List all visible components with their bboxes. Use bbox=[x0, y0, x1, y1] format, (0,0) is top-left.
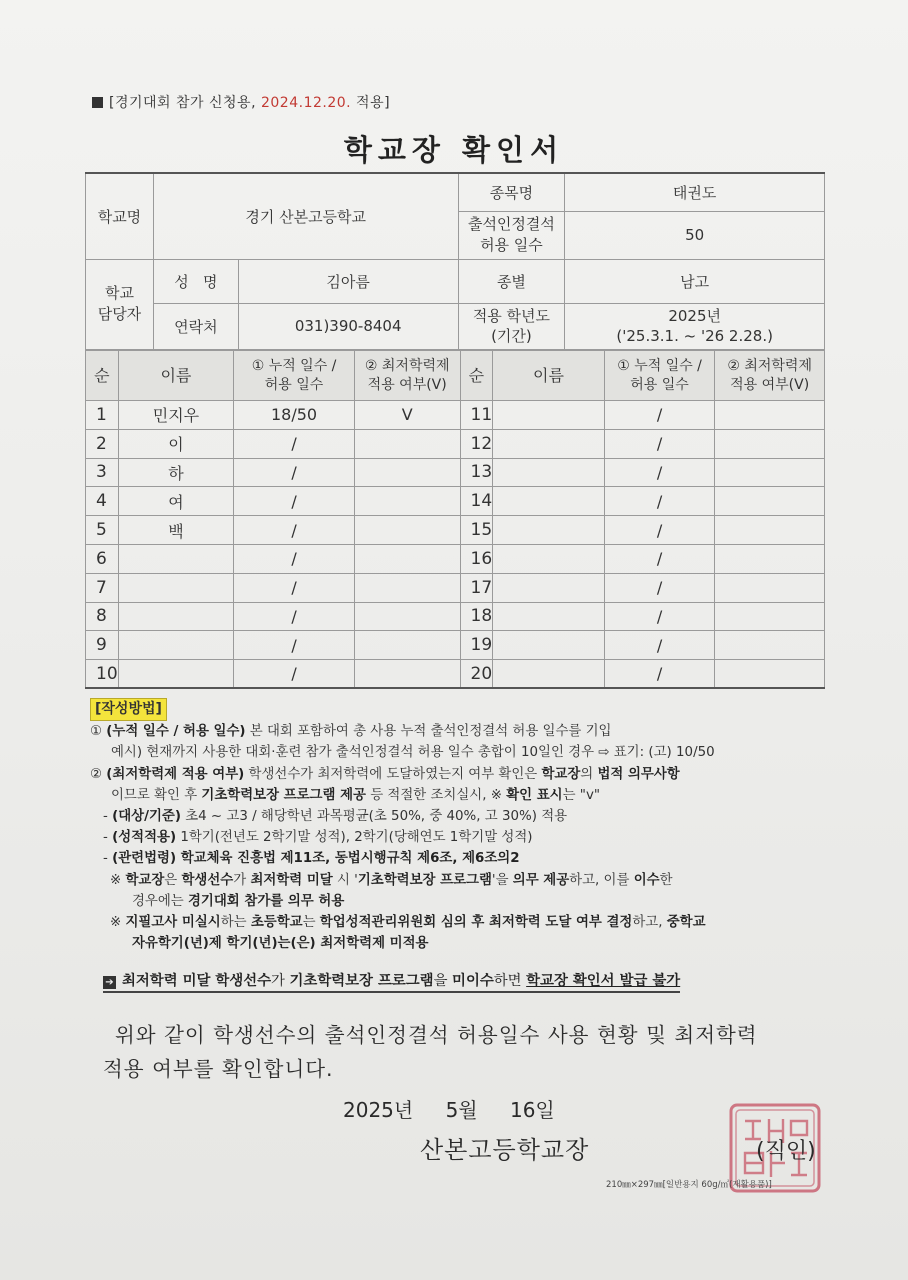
allowed-days-label: 출석인정결석 허용 일수 bbox=[458, 211, 565, 259]
issue-date: 2025년 5월 16일 bbox=[343, 1098, 555, 1122]
contact-value: 031)390-8404 bbox=[238, 303, 458, 349]
applied-cell bbox=[715, 544, 825, 573]
days-header: ① 누적 일수 / 허용 일수 bbox=[234, 351, 355, 401]
seq-header: 순 bbox=[86, 351, 119, 401]
application-note bbox=[92, 92, 390, 112]
school-info-table bbox=[85, 172, 825, 350]
note-prefix: [경기대회 참가 신청용, bbox=[109, 95, 261, 111]
square-bullet-icon bbox=[92, 97, 103, 108]
days-cell: / bbox=[604, 516, 715, 545]
applied-cell bbox=[354, 573, 460, 602]
applied-cell bbox=[715, 458, 825, 487]
seq-cell: 4 bbox=[86, 487, 119, 516]
paper-spec: 210㎜×297㎜[일반용지 60g/㎡(재활용품)] bbox=[606, 1180, 772, 1190]
criteria-line: - (대상/기준) 초4 ~ 고3 / 해당학년 과목평균(초 50%, 중 40%, 고 30%) 적용 bbox=[103, 809, 568, 825]
seq-cell: 20 bbox=[460, 660, 493, 689]
name-cell: 민지우 bbox=[118, 401, 234, 430]
seq-cell: 18 bbox=[460, 602, 493, 631]
table-row bbox=[86, 487, 825, 516]
name-cell bbox=[118, 660, 234, 689]
note-suffix: 적용] bbox=[351, 95, 391, 111]
manager-name: 김아름 bbox=[238, 259, 458, 303]
table-row bbox=[86, 401, 825, 430]
gender-label: 종별 bbox=[458, 259, 565, 303]
name-cell bbox=[493, 544, 605, 573]
days-cell: / bbox=[604, 660, 715, 689]
days-cell: / bbox=[234, 573, 355, 602]
document-title: 학교장 확인서 bbox=[343, 133, 565, 167]
name-cell: 하 bbox=[118, 458, 234, 487]
event-name: 태권도 bbox=[565, 173, 825, 211]
days-cell: / bbox=[604, 429, 715, 458]
roster-header-row bbox=[86, 351, 825, 401]
seq-cell: 17 bbox=[460, 573, 493, 602]
applied-cell bbox=[354, 429, 460, 458]
seq-cell: 1 bbox=[86, 401, 119, 430]
instruction-item-2: ② (최저학력제 적용 여부) 학생선수가 최저학력에 도달하였는지 여부 확인은 학교장의 법적 의무사항 bbox=[90, 766, 680, 782]
note-line-2-cont: 자유학기(년)제 학기(년)는(은) 최저학력제 미적용 bbox=[132, 936, 429, 952]
note-line-1: ※ 학교장은 학생선수가 최저학력 미달 시 '기초학력보장 프로그램'을 의무 제공하고, 이를 이수한 bbox=[110, 872, 673, 888]
seq-cell: 6 bbox=[86, 544, 119, 573]
name-cell bbox=[118, 573, 234, 602]
applied-cell bbox=[354, 660, 460, 689]
days-header: ① 누적 일수 / 허용 일수 bbox=[604, 351, 715, 401]
days-cell: / bbox=[604, 573, 715, 602]
note-date: 2024.12.20. bbox=[260, 95, 352, 111]
year-label: 적용 학년도 (기간) bbox=[458, 303, 565, 349]
academic-header: ② 최저학력제 적용 여부(V) bbox=[354, 351, 460, 401]
principal-title: 산본고등학교장 bbox=[420, 1136, 590, 1164]
note-line-2: ※ 지필고사 미실시하는 초등학교는 학업성적관리위원회 심의 후 최저학력 도달 여부 결정하고, 중학교 bbox=[110, 915, 706, 931]
days-cell: / bbox=[234, 660, 355, 689]
applied-cell bbox=[715, 660, 825, 689]
applied-cell bbox=[715, 401, 825, 430]
seq-cell: 11 bbox=[460, 401, 493, 430]
school-label: 학교명 bbox=[86, 173, 154, 259]
days-cell: / bbox=[234, 602, 355, 631]
name-cell bbox=[118, 631, 234, 660]
roster-table bbox=[85, 350, 825, 689]
seq-header: 순 bbox=[460, 351, 493, 401]
seq-cell: 15 bbox=[460, 516, 493, 545]
name-cell bbox=[493, 516, 605, 545]
seq-cell: 9 bbox=[86, 631, 119, 660]
note-line-1-cont: 경우에는 경기대회 참가를 의무 허용 bbox=[132, 893, 345, 909]
days-cell: / bbox=[604, 458, 715, 487]
applied-cell bbox=[354, 631, 460, 660]
grades-line: - (성적적용) 1학기(전년도 2학기말 성적), 2학기(당해연도 1학기말 성적) bbox=[103, 830, 533, 846]
event-label: 종목명 bbox=[458, 173, 565, 211]
days-cell: / bbox=[604, 544, 715, 573]
applied-cell bbox=[715, 573, 825, 602]
days-cell: / bbox=[234, 631, 355, 660]
name-cell: 백 bbox=[118, 516, 234, 545]
table-row bbox=[86, 516, 825, 545]
days-cell: 18/50 bbox=[234, 401, 355, 430]
name-cell bbox=[493, 458, 605, 487]
seq-cell: 12 bbox=[460, 429, 493, 458]
instructions bbox=[90, 698, 830, 954]
applied-cell bbox=[354, 544, 460, 573]
applied-cell bbox=[715, 602, 825, 631]
name-cell: 여 bbox=[118, 487, 234, 516]
seq-cell: 14 bbox=[460, 487, 493, 516]
name-header: 이름 bbox=[118, 351, 234, 401]
name-cell bbox=[493, 401, 605, 430]
issuance-notice: ➔ 최저학력 미달 학생선수가 기초학력보장 프로그램을 미이수하면 학교장 확인서 발급 불가 bbox=[103, 969, 680, 990]
name-cell bbox=[493, 631, 605, 660]
manager-label: 학교 담당자 bbox=[86, 259, 154, 349]
applied-cell bbox=[715, 487, 825, 516]
days-cell: / bbox=[604, 401, 715, 430]
name-header: 이름 bbox=[493, 351, 605, 401]
days-cell: / bbox=[234, 458, 355, 487]
applied-cell bbox=[715, 631, 825, 660]
days-cell: / bbox=[234, 429, 355, 458]
days-cell: / bbox=[604, 602, 715, 631]
instruction-example: 예시) 현재까지 사용한 대회·훈련 참가 출석인정결석 허용 일수 총합이 10일인 경우 ⇨ 표기: (고) 10/50 bbox=[111, 745, 715, 761]
days-cell: / bbox=[234, 544, 355, 573]
applied-cell bbox=[354, 602, 460, 631]
seq-cell: 5 bbox=[86, 516, 119, 545]
name-cell bbox=[493, 429, 605, 458]
seq-cell: 7 bbox=[86, 573, 119, 602]
table-row bbox=[86, 573, 825, 602]
table-row bbox=[86, 544, 825, 573]
seq-cell: 19 bbox=[460, 631, 493, 660]
seq-cell: 10 bbox=[86, 660, 119, 689]
allowed-days-value: 50 bbox=[565, 211, 825, 259]
table-row bbox=[86, 631, 825, 660]
contact-label: 연락처 bbox=[153, 303, 238, 349]
seq-cell: 3 bbox=[86, 458, 119, 487]
manager-name-label: 성 명 bbox=[153, 259, 238, 303]
name-cell bbox=[493, 573, 605, 602]
instruction-item-1: ① (누적 일수 / 허용 일수) 본 대회 포함하여 총 사용 누적 출석인정결석 허용 일수를 기입 bbox=[90, 724, 612, 740]
confirmation-statement: 위와 같이 학생선수의 출석인정결석 허용일수 사용 현황 및 최저학력 적용 여부를 확인합니다. bbox=[103, 1023, 758, 1081]
seq-cell: 13 bbox=[460, 458, 493, 487]
applied-cell bbox=[354, 458, 460, 487]
days-cell: / bbox=[604, 487, 715, 516]
name-cell bbox=[118, 544, 234, 573]
applied-cell bbox=[715, 516, 825, 545]
seq-cell: 16 bbox=[460, 544, 493, 573]
table-row bbox=[86, 660, 825, 689]
table-row bbox=[86, 429, 825, 458]
year-value: 2025년 ('25.3.1. ~ '26 2.28.) bbox=[565, 303, 825, 349]
seq-cell: 2 bbox=[86, 429, 119, 458]
seal-label: (직인) bbox=[756, 1139, 816, 1164]
name-cell bbox=[118, 602, 234, 631]
days-cell: / bbox=[604, 631, 715, 660]
days-cell: / bbox=[234, 516, 355, 545]
law-line: - (관련법령) 학교체육 진흥법 제11조, 동법시행규칙 제6조, 제6조의2 bbox=[103, 851, 520, 867]
applied-cell: V bbox=[354, 401, 460, 430]
name-cell bbox=[493, 602, 605, 631]
instruction-item-2-cont: 이므로 확인 후 기초학력보장 프로그램 제공 등 적절한 조치실시, ※ 확인 표시는 "v" bbox=[111, 787, 601, 803]
applied-cell bbox=[354, 516, 460, 545]
days-cell: / bbox=[234, 487, 355, 516]
name-cell: 이 bbox=[118, 429, 234, 458]
table-row bbox=[86, 458, 825, 487]
name-cell bbox=[493, 487, 605, 516]
arrow-box-icon: ➔ bbox=[103, 976, 116, 989]
applied-cell bbox=[715, 429, 825, 458]
notice-underline bbox=[103, 991, 680, 993]
applied-cell bbox=[354, 487, 460, 516]
seq-cell: 8 bbox=[86, 602, 119, 631]
school-name: 경기 산본고등학교 bbox=[153, 173, 458, 259]
name-cell bbox=[493, 660, 605, 689]
table-row bbox=[86, 602, 825, 631]
instructions-tag: [작성방법] bbox=[90, 698, 167, 721]
academic-header: ② 최저학력제 적용 여부(V) bbox=[715, 351, 825, 401]
gender-value: 남고 bbox=[565, 259, 825, 303]
